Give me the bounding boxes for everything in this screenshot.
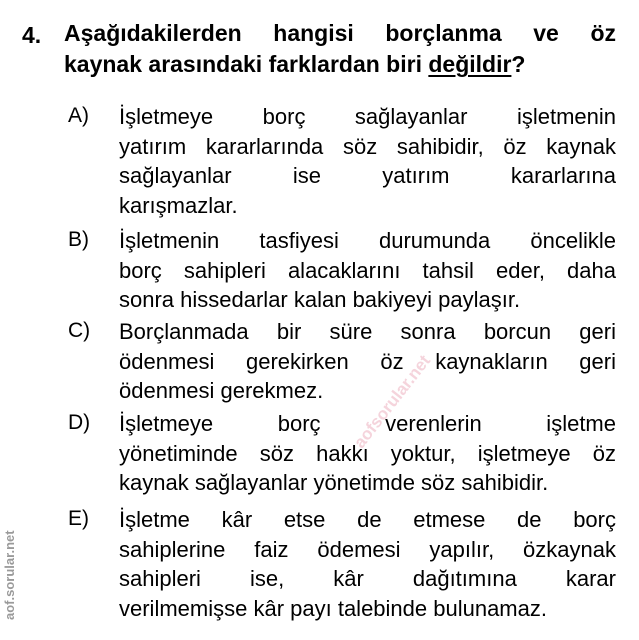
option-letter: B) <box>68 228 89 251</box>
option-line: ödenmesi gerekmez. <box>119 378 324 403</box>
option-line: sonra hissedarlar kalan bakiyeyi paylaşır. <box>119 287 521 312</box>
option-line: İşletmenin tasfiyesi durumunda öncelikle <box>119 228 616 253</box>
center-watermark: aofsorular.net <box>350 351 435 452</box>
question-line <box>64 49 616 80</box>
option-line: İşletmeye borç verenlerin işletme <box>119 411 616 436</box>
option-line: yönetiminde söz hakkı yoktur, işletmeye öz <box>119 440 616 466</box>
option-line: İşletme kâr etse de etmese de borç <box>119 507 616 532</box>
option-line: İşletmeye borç sağlayanlar işletmenin <box>119 104 616 129</box>
question-mark: ? <box>511 51 526 77</box>
option-line: verilmemişse kâr payı talebinde bulunamaz. <box>119 595 547 621</box>
option-letter: D) <box>68 411 91 434</box>
side-watermark: aof.sorular.net <box>2 530 17 620</box>
option-line: Borçlanmada bir süre sonra borcun geri <box>119 319 616 344</box>
option-text <box>119 102 616 220</box>
option-line: borç sahipleri alacaklarını tahsil eder, daha <box>119 257 616 283</box>
option-letter: C) <box>68 319 91 342</box>
option-line: karışmazlar. <box>119 192 238 218</box>
option-line: kaynak sağlayanlar yönetimde söz sahibidir. <box>119 470 549 495</box>
option-letter: A) <box>68 104 89 127</box>
option-letter: E) <box>68 507 89 530</box>
option-line: yatırım kararlarında söz sahibidir, öz kaynak <box>119 133 616 159</box>
question-number: 4. <box>22 22 42 48</box>
option-line: ödenmesi gerekirken öz kaynakların geri <box>119 348 616 374</box>
option-text <box>119 317 616 406</box>
question-line: Aşağıdakilerden hangisi borçlanma ve öz <box>64 20 616 46</box>
option-text <box>119 226 616 315</box>
option-line: sağlayanlar ise yatırım kararlarına <box>119 163 616 188</box>
question-text <box>64 18 616 80</box>
option-line: sahipleri ise, kâr dağıtımına karar <box>119 566 616 591</box>
option-line: sahiplerine faiz ödemesi yapılır, özkaynak <box>119 536 616 562</box>
option-text <box>119 505 616 623</box>
question-line-prefix: kaynak arasındaki farklardan biri <box>64 51 429 77</box>
emphasis-word: değildir <box>428 51 512 77</box>
